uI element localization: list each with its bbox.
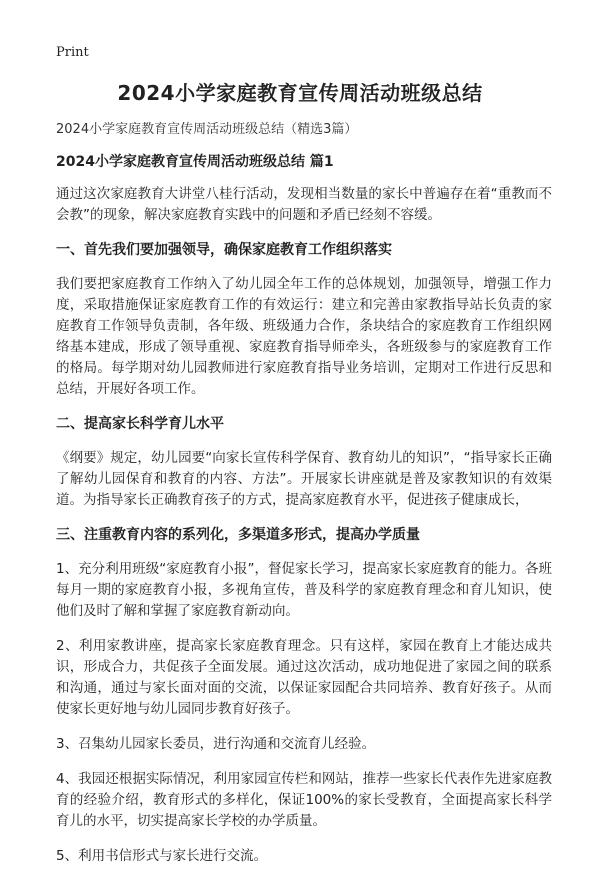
section-heading-2: 二、提高家长科学育儿水平: [56, 416, 224, 432]
print-link[interactable]: Print: [56, 45, 89, 60]
section-3-item-2: 2、利用家教讲座，提高家长家庭教育理念。只有这样，家园在教育上才能达成共识，形成合力，共促孩子全面发展。通过这次活动，成功地促进了家园之间的联系和沟通，通过与家长面对面的交流，以保证家园配合共同培养、教育好孩子。从而使家长更好地与幼儿园同步教育好孩子。: [56, 638, 552, 717]
section-3-item-4: 4、我园还根据实际情况，利用家园宣传栏和网站，推荐一些家长代表作先进家庭教育的经验介绍，教育形式的多样化，保证100%的家长受教育，全面提高家长科学育儿的水平，切实提高家长学校的办学质量。: [56, 771, 552, 829]
page-title: 2024小学家庭教育宣传周活动班级总结: [117, 81, 483, 105]
section-heading-1: 一、首先我们要加强领导，确保家庭教育工作组织落实: [56, 242, 392, 258]
section-3-item-1: 1、充分利用班级“家庭教育小报”，督促家长学习，提高家长家庭教育的能力。各班每月一期的家庭教育小报，多视角宣传，普及科学的家庭教育理念和育儿知识，使他们及时了解和掌握了家庭教育新动向。: [56, 561, 552, 619]
section-2-paragraph: 《纲要》规定，幼儿园要“向家长宣传科学保育、教育幼儿的知识”，“指导家长正确了解幼儿园保育和教育的内容、方法”。开展家长讲座就是普及家教知识的有效渠道。为指导家长正确教育孩子的方式，提高家庭教育水平，促进孩子健康成长，: [56, 450, 552, 508]
section-3-item-3: 3、召集幼儿园家长委员，进行沟通和交流育儿经验。: [56, 736, 376, 752]
article-body: [56, 120, 552, 881]
intro-paragraph: 通过这次家庭教育大讲堂八桂行活动，发现相当数量的家长中普遍存在着“重教而不会教”的现象，解决家庭教育实践中的问题和矛盾已经刻不容缓。: [56, 186, 552, 223]
article-heading: 2024小学家庭教育宣传周活动班级总结 篇1: [56, 154, 334, 170]
section-heading-3: 三、注重教育内容的系列化，多渠道多形式，提高办学质量: [56, 527, 420, 543]
document-subtitle: 2024小学家庭教育宣传周活动班级总结（精选3篇）: [56, 122, 358, 137]
section-1-paragraph: 我们要把家庭教育工作纳入了幼儿园全年工作的总体规划，加强领导，增强工作力度，采取措施保证家庭教育工作的有效运行：建立和完善由家教指导站长负责的家庭教育工作领导负责制，各年级、班级通力合作，条块结合的家庭教育工作组织网络基本建成，形成了领导重视、家庭教育指导师牵头，各班级参与的家庭教育工作的格局。每学期对幼儿园教师进行家庭教育指导业务培训，定期对工作进行反思和总结，开展好各项工作。: [56, 276, 552, 397]
section-3-item-5: 5、利用书信形式与家长进行交流。: [56, 848, 268, 864]
